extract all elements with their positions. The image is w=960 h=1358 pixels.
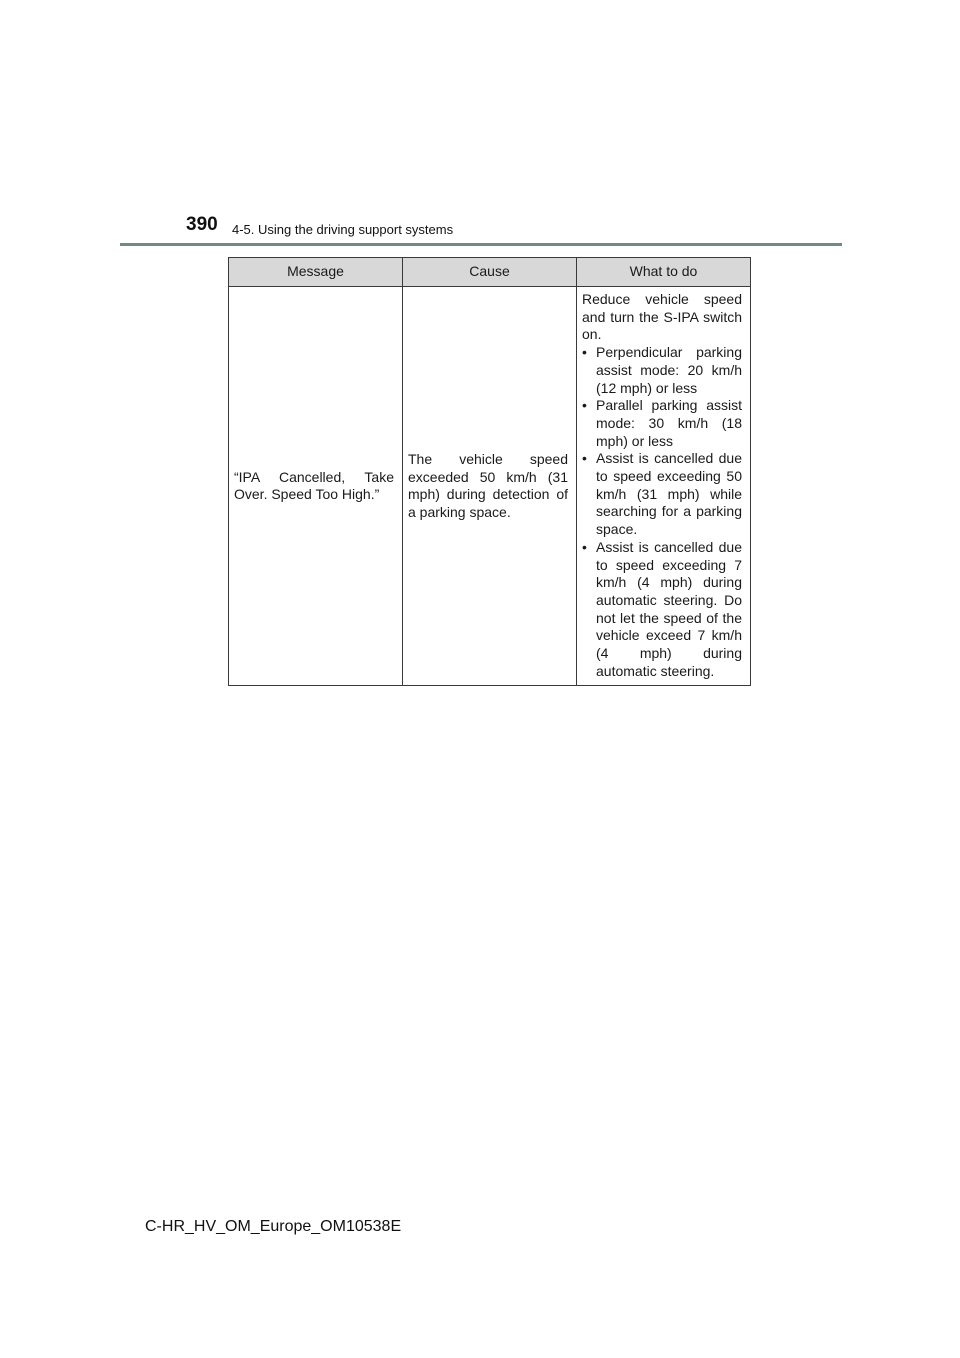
header-rule <box>120 243 842 246</box>
bullet-icon: • <box>582 538 587 555</box>
column-header-cause: Cause <box>403 258 577 287</box>
message-cell: “IPA Cancelled, Take Over. Speed Too High.” <box>229 287 403 686</box>
list-item <box>582 397 742 450</box>
what-to-do-list <box>582 344 742 680</box>
list-item <box>582 539 742 681</box>
list-item-text: Assist is cancelled due to speed exceeding 7 km/h (4 mph) during automatic steering. Do not let the speed of the vehicle exceed 7 km/h (4 mph) during automatic steering. <box>596 538 742 679</box>
table-row <box>229 287 751 686</box>
list-item-text: Parallel parking assist mode: 30 km/h (18 mph) or less <box>596 397 742 449</box>
bullet-icon: • <box>582 344 587 361</box>
list-item <box>582 344 742 397</box>
column-header-what-to-do: What to do <box>577 258 751 287</box>
table-header-row <box>229 258 751 287</box>
page-number: 390 <box>186 214 218 235</box>
bullet-icon: • <box>582 397 587 414</box>
what-to-do-intro: Reduce vehicle speed and turn the S-IPA switch on. <box>582 291 742 343</box>
list-item <box>582 450 742 539</box>
section-title: 4-5. Using the driving support systems <box>232 222 454 237</box>
column-header-message: Message <box>229 258 403 287</box>
list-item-text: Perpendicular parking assist mode: 20 km/h (12 mph) or less <box>596 344 742 396</box>
footer-doc-id: C-HR_HV_OM_Europe_OM10538E <box>145 1218 402 1235</box>
cause-cell: The vehicle speed exceeded 50 km/h (31 mph) during detection of a parking space. <box>403 287 577 686</box>
what-to-do-cell <box>577 287 751 686</box>
list-item-text: Assist is cancelled due to speed exceeding 50 km/h (31 mph) while searching for a parking space. <box>596 450 742 538</box>
bullet-icon: • <box>582 450 587 467</box>
message-table <box>228 257 751 686</box>
